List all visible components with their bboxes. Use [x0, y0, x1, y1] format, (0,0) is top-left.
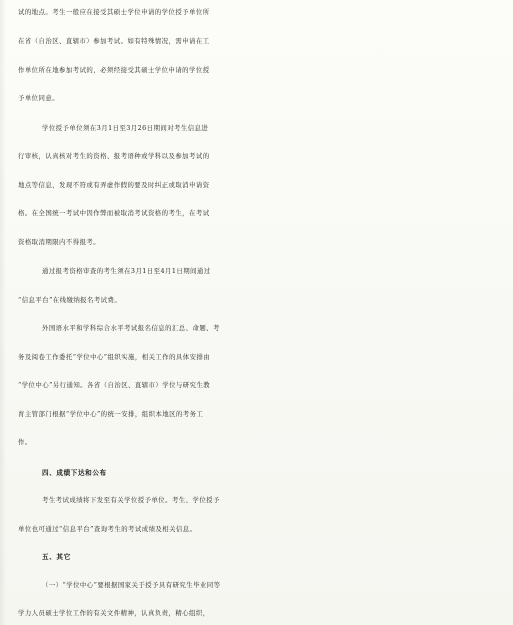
text-line: 予单位同意。 — [18, 94, 60, 103]
text-line: 资格取消期限内不得报考。 — [18, 237, 101, 246]
text-line: 外国语水平和学科综合水平考试报名信息的汇总、命题、考 — [42, 324, 220, 333]
text-line: 行审核，认真核对考生的资格、报考语种或学科以及参加考试的 — [18, 152, 210, 161]
text-line: 在省（自治区、直辖市）参加考试。如有特殊情况，需申请在工 — [18, 37, 210, 46]
text-line: “信息平台”在线缴纳报名考试费。 — [18, 295, 122, 304]
text-line: 作单位所在地参加考试的，必须经接受其硕士学位申请的学位授 — [18, 65, 210, 74]
text-line: “学位中心”另行通知。各省（自治区、直辖市）学位与研究生教 — [18, 381, 211, 390]
text-line: 地点等信息，发现不符或有弄虚作假的要及时纠正或取消申请资 — [18, 180, 210, 189]
text-line: 学位授予单位须在3月1日至3月26日期间对考生信息进 — [42, 123, 209, 132]
text-line: 通过报考资格审查的考生须在3月1日至4月1日期间通过 — [42, 267, 211, 276]
text-line: 作。 — [18, 438, 32, 447]
section-heading: 四、成绩下达和公布 — [42, 468, 107, 477]
text-line: 学力人员硕士学位工作的有关文件精神，认真负责，精心组织， — [18, 609, 210, 618]
text-line: 考生考试成绩将下发至有关学位授予单位。考生、学位授予 — [42, 496, 220, 505]
text-line: （一）“学位中心”要根据国家关于授予具有研究生毕业同等 — [42, 580, 221, 589]
text-line: 务及阅卷工作委托“学位中心”组织实施，相关工作的具体安排由 — [18, 352, 211, 361]
text-line: 格。在全国统一考试中因作弊而被取消考试资格的考生，在考试 — [18, 209, 210, 218]
text-line: 育主管部门根据“学位中心”的统一安排，组织本地区的考务工 — [18, 409, 204, 418]
text-line: 试的地点。考生一般应在接受其硕士学位申请的学位授予单位所 — [18, 7, 210, 16]
text-line: 单位也可通过“信息平台”查询考生的考试成绩及相关信息。 — [18, 524, 197, 533]
section-heading: 五、其它 — [42, 553, 71, 562]
